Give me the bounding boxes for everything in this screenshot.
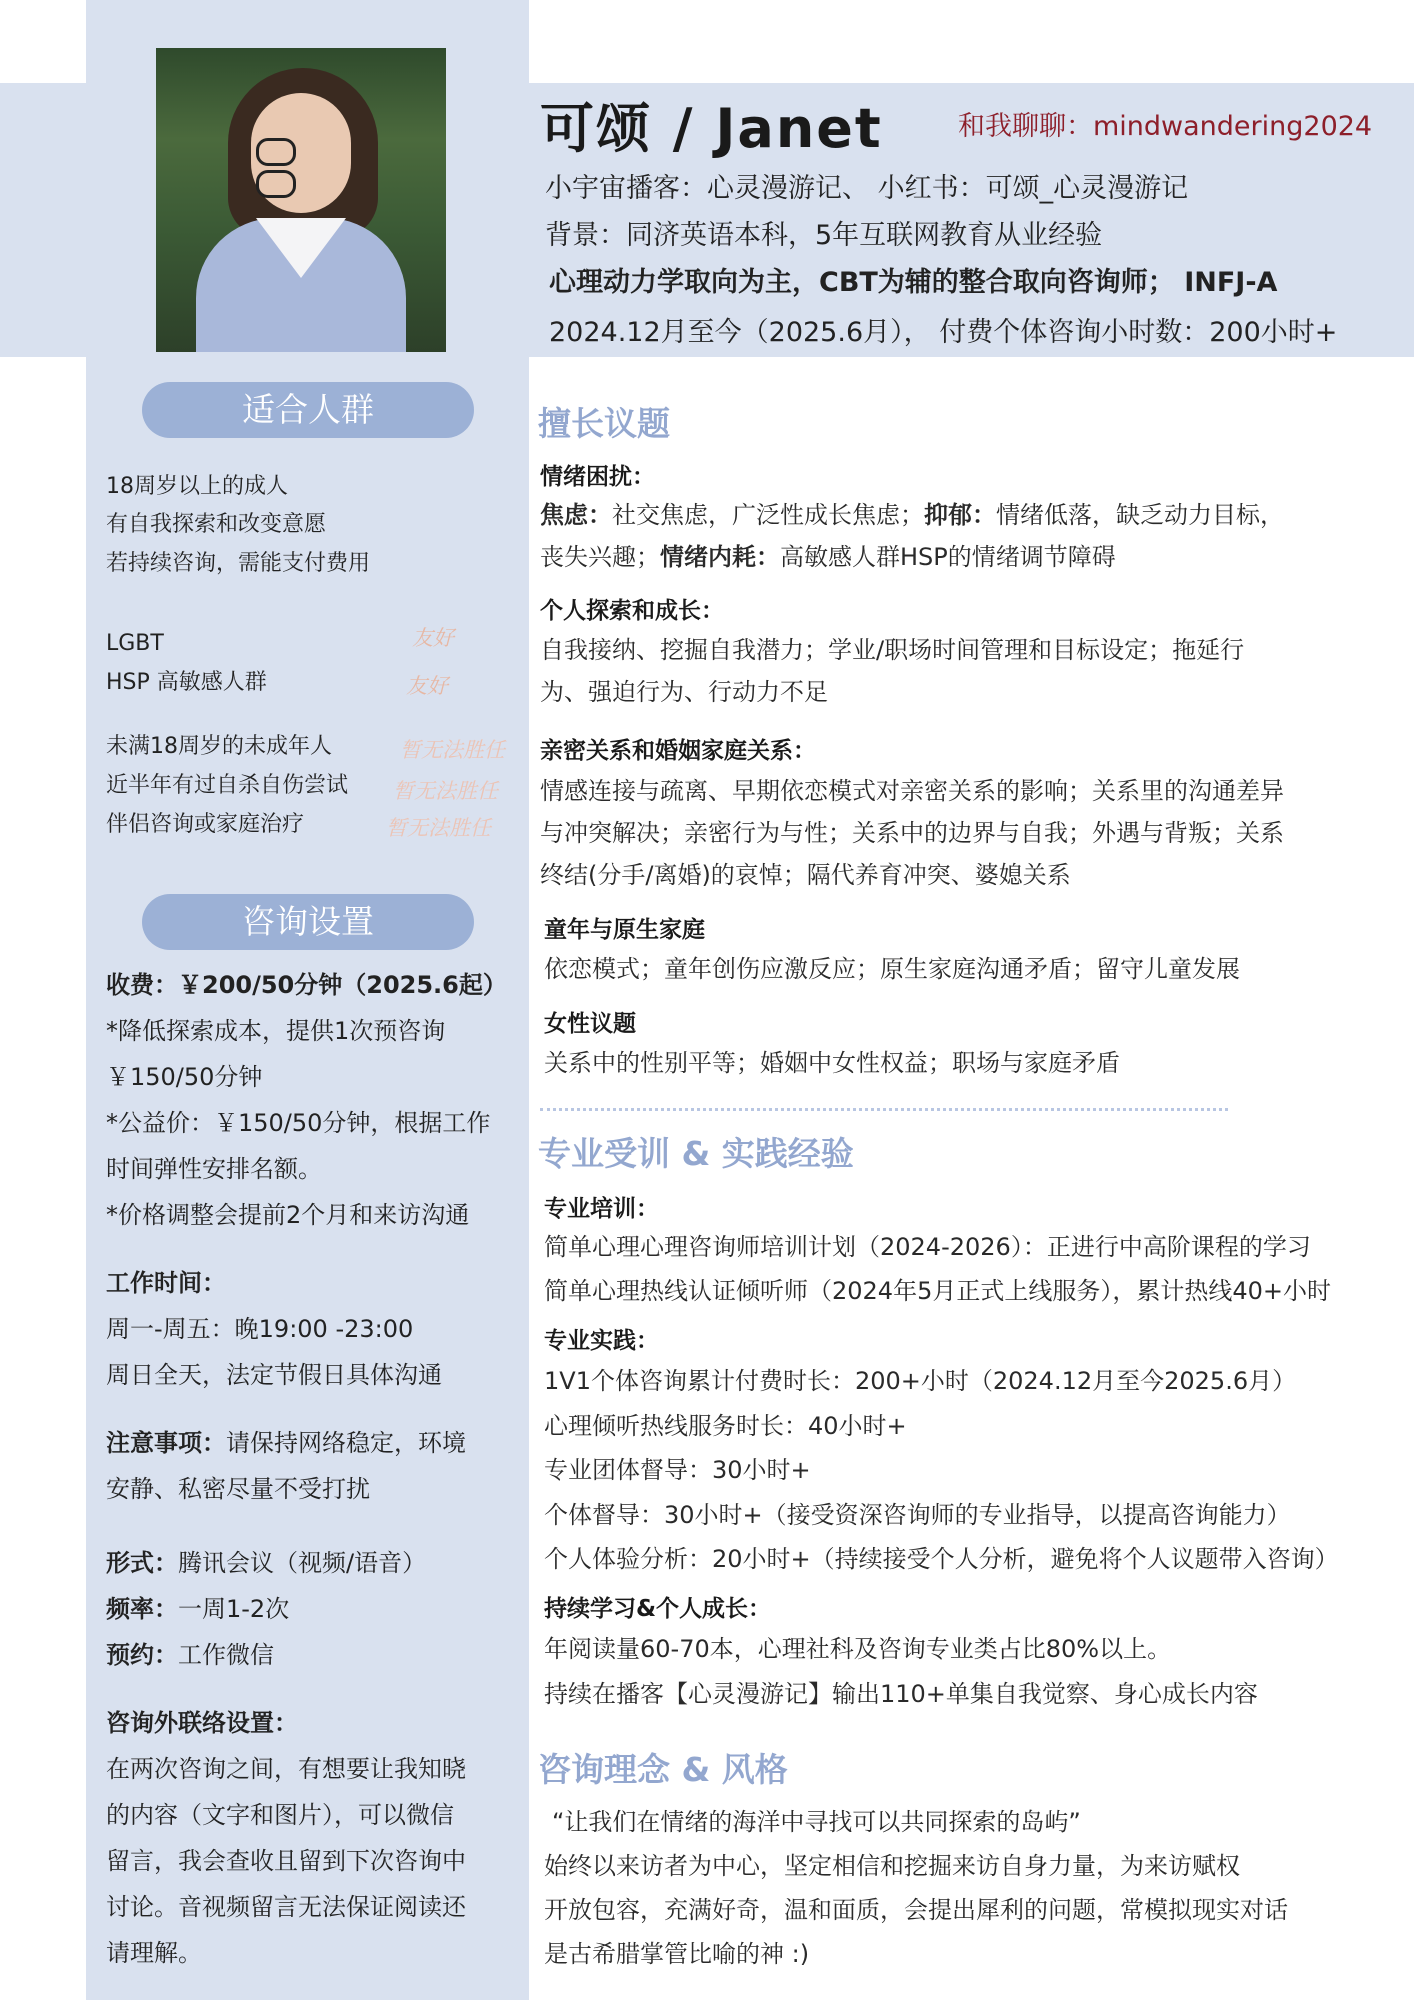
emotion-block (540, 494, 1392, 578)
growth-line: 为、强迫行为、行动力不足 (540, 678, 828, 706)
anxiety-text: 社交焦虑，广泛性成长焦虑； (612, 501, 924, 529)
train-line: 简单心理心理咨询师培训计划（2024-2026）：正进行中高阶课程的学习 (544, 1233, 1311, 1261)
relation-line: 与冲突解决；亲密行为与性；关系中的边界与自我；外遇与背叛；关系 (540, 819, 1284, 847)
philosophy-line: 是古希腊掌管比喻的神 :) (544, 1940, 810, 1968)
outside-contact-block (106, 1700, 526, 1976)
not-suitable-label: 伴侣咨询或家庭治疗 (106, 812, 305, 837)
suitable-item: 18周岁以上的成人 (106, 474, 288, 499)
notice-block (106, 1420, 526, 1512)
philosophy-block (544, 1800, 1404, 1976)
fee-note: *降低探索成本，提供1次预咨询 (106, 1017, 446, 1045)
suitable-item: 若持续咨询，需能支付费用 (106, 551, 371, 576)
outside-label: 咨询外联络设置： (106, 1709, 298, 1737)
anxiety-label: 焦虑： (540, 501, 612, 529)
emotion-text: 丧失兴趣； (540, 543, 660, 571)
fee-block (106, 962, 526, 1238)
fee-note: 时间弹性安排名额。 (106, 1155, 322, 1183)
philosophy-line: 始终以来访者为中心，坚定相信和挖掘来访自身力量，为来访赋权 (544, 1852, 1240, 1880)
relation-block (540, 770, 1392, 896)
freq-label: 频率： (106, 1595, 178, 1623)
growth-title: 个人探索和成长： (540, 598, 724, 624)
practice-line: 专业团体督导：30小时+ (544, 1456, 811, 1484)
suitable-title: 适合人群 (142, 382, 474, 438)
practice-line: 1V1个体咨询累计付费时长：200+小时（2024.12月至今2025.6月） (544, 1367, 1297, 1395)
philosophy-quote: “让我们在情绪的海洋中寻找可以共同探索的岛屿” (552, 1808, 1081, 1836)
practice-line: 心理倾听热线服务时长：40小时+ (544, 1411, 907, 1440)
outside-line: 留言，我会查收且留到下次咨询中 (106, 1847, 466, 1875)
innerfriction-label: 情绪内耗： (660, 543, 780, 571)
fee-value: ￥200/50分钟（2025.6起） (178, 971, 507, 999)
profile-photo (156, 48, 446, 352)
background-line: 背景：同济英语本科，5年互联网教育从业经验 (545, 220, 1103, 251)
growth-line: 自我接纳、挖掘自我潜力；学业/职场时间管理和目标设定；拖延行 (540, 636, 1245, 664)
freq-value: 一周1-2次 (178, 1595, 290, 1623)
friendly-tag: 友好 (406, 674, 448, 698)
train-block (544, 1225, 1396, 1313)
contact-wechat: 和我聊聊：mindwandering2024 (958, 111, 1373, 142)
orientation-line: 心理动力学取向为主，CBT为辅的整合取向咨询师； INFJ-A (549, 267, 1278, 298)
not-suitable-tag: 暂无法胜任 (386, 816, 491, 840)
booking-label: 预约： (106, 1641, 178, 1669)
notice-text: 安静、私密尽量不受打扰 (106, 1475, 370, 1503)
philosophy-line: 开放包容，充满好奇，温和面质，会提出犀利的问题，常模拟现实对话 (544, 1896, 1288, 1924)
women-text: 关系中的性别平等；婚姻中女性权益；职场与家庭矛盾 (544, 1049, 1120, 1077)
suitable-item: 有自我探索和改变意愿 (106, 512, 327, 537)
podcast-line: 小宇宙播客：心灵漫游记、 小红书：可颂_心灵漫游记 (545, 173, 1189, 204)
relation-line: 终结(分手/离婚)的哀悼；隔代养育冲突、婆媳关系 (540, 861, 1071, 889)
depression-label: 抑郁： (924, 501, 996, 529)
practice-line: 个体督导：30小时+（接受资深咨询师的专业指导，以提高咨询能力） (544, 1500, 1291, 1529)
practice-subtitle: 专业实践： (544, 1328, 659, 1354)
friendly-label: HSP 高敏感人群 (106, 670, 267, 695)
fee-note: *公益价：￥150/50分钟，根据工作 (106, 1109, 491, 1137)
growth-block (540, 629, 1392, 713)
section-divider (540, 1108, 1228, 1111)
form-label: 形式： (106, 1549, 178, 1577)
train-line: 简单心理热线认证倾听师（2024年5月正式上线服务），累计热线40+小时 (544, 1277, 1331, 1305)
fee-label: 收费： (106, 971, 178, 999)
relation-line: 情感连接与疏离、早期依恋模式对亲密关系的影响；关系里的沟通差异 (540, 777, 1284, 805)
depression-text: 情绪低落，缺乏动力目标， (996, 501, 1284, 529)
hours-line: 2024.12月至今（2025.6月）， 付费个体咨询小时数：200小时+ (549, 317, 1338, 348)
settings-title: 咨询设置 (142, 894, 474, 950)
relation-title: 亲密关系和婚姻家庭关系： (540, 738, 816, 764)
practice-line: 个人体验分析：20小时+（持续接受个人分析，避免将个人议题带入咨询） (544, 1545, 1339, 1573)
practice-block (544, 1359, 1396, 1582)
booking-value: 工作微信 (178, 1641, 274, 1669)
innerfriction-text: 高敏感人群HSP的情绪调节障碍 (780, 543, 1116, 571)
notice-label: 注意事项： (106, 1429, 226, 1457)
learning-line: 持续在播客【心灵漫游记】输出110+单集自我觉察、身心成长内容 (544, 1680, 1258, 1708)
notice-text: 请保持网络稳定，环境 (226, 1429, 466, 1457)
learning-block (544, 1627, 1396, 1717)
not-suitable-tag: 暂无法胜任 (393, 779, 498, 803)
not-suitable-label: 近半年有过自杀自伤尝试 (106, 773, 349, 798)
fee-note: ￥150/50分钟 (106, 1063, 263, 1091)
friendly-label: LGBT (106, 631, 164, 656)
outside-line: 请理解。 (106, 1939, 202, 1967)
learning-subtitle: 持续学习&个人成长： (544, 1596, 772, 1622)
childhood-title: 童年与原生家庭 (544, 917, 705, 943)
worktime-block (106, 1260, 526, 1398)
not-suitable-label: 未满18周岁的未成年人 (106, 734, 332, 759)
outside-line: 讨论。音视频留言无法保证阅读还 (106, 1893, 466, 1921)
counselor-name: 可颂 / Janet (540, 97, 883, 160)
worktime-label: 工作时间： (106, 1269, 226, 1297)
philosophy-title: 咨询理念 & 风格 (538, 1750, 788, 1789)
childhood-text: 依恋模式；童年创伤应激反应；原生家庭沟通矛盾；留守儿童发展 (544, 955, 1240, 983)
friendly-tag: 友好 (412, 626, 454, 650)
expertise-title: 擅长议题 (538, 404, 670, 443)
emotion-title: 情绪困扰： (540, 464, 655, 490)
learning-line: 年阅读量60-70本，心理社科及咨询专业类占比80%以上。 (544, 1635, 1172, 1663)
worktime-line: 周一-周五：晚19:00 -23:00 (106, 1315, 414, 1343)
training-title: 专业受训 & 实践经验 (538, 1134, 854, 1173)
fee-note: *价格调整会提前2个月和来访沟通 (106, 1201, 470, 1229)
train-subtitle: 专业培训： (544, 1196, 659, 1222)
outside-line: 在两次咨询之间，有想要让我知晓 (106, 1755, 466, 1783)
worktime-line: 周日全天，法定节假日具体沟通 (106, 1361, 442, 1389)
outside-line: 的内容（文字和图片），可以微信 (106, 1801, 454, 1829)
not-suitable-tag: 暂无法胜任 (400, 738, 505, 762)
form-value: 腾讯会议（视频/语音） (178, 1549, 427, 1577)
format-block (106, 1540, 526, 1678)
women-title: 女性议题 (544, 1011, 636, 1037)
